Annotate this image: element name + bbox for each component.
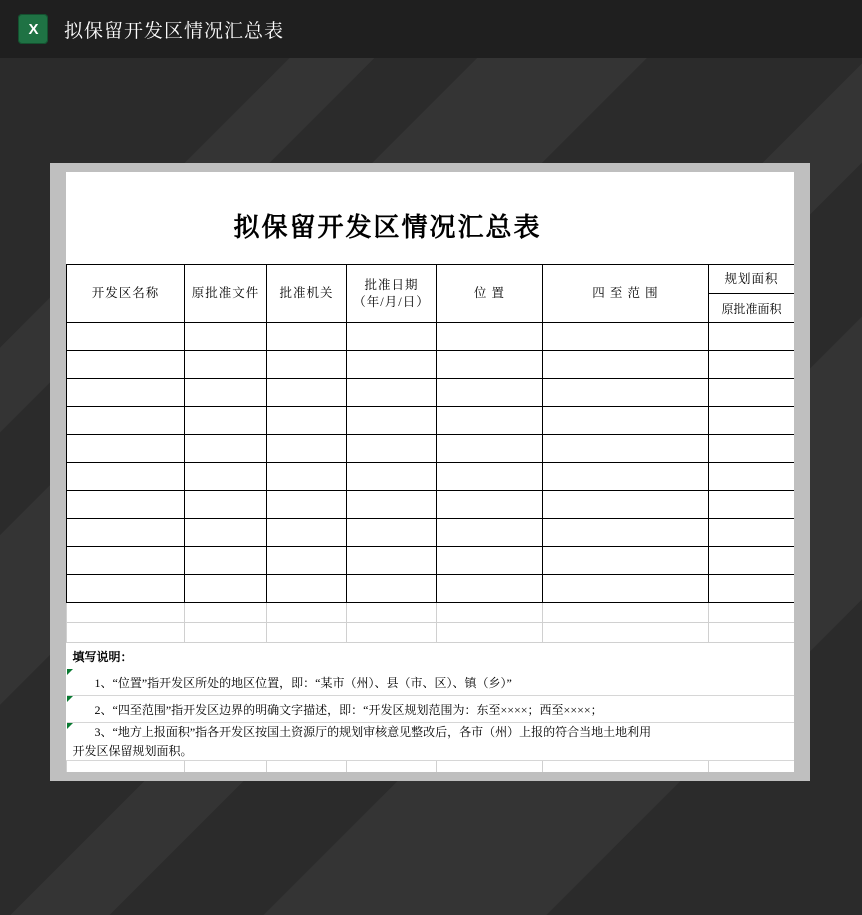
cell[interactable] — [437, 491, 543, 519]
cell[interactable] — [709, 547, 795, 575]
table-row[interactable] — [67, 623, 795, 643]
cell[interactable] — [347, 519, 437, 547]
cell[interactable] — [267, 351, 347, 379]
column-header-plan-area: 规划面积 — [709, 265, 795, 294]
cell[interactable] — [347, 323, 437, 351]
cell[interactable] — [709, 519, 795, 547]
cell[interactable] — [709, 407, 795, 435]
cell[interactable] — [347, 603, 437, 623]
table-row[interactable] — [67, 575, 795, 603]
cell[interactable] — [185, 379, 267, 407]
cell[interactable] — [543, 379, 709, 407]
notes-row[interactable] — [67, 696, 795, 723]
table-row[interactable] — [67, 519, 795, 547]
cell[interactable] — [267, 491, 347, 519]
cell[interactable] — [347, 623, 437, 643]
worksheet-table[interactable] — [66, 172, 794, 772]
note-item-1[interactable]: 1、“位置”指开发区所处的地区位置，即：“某市（州）、县（市、区）、镇（乡）” — [67, 669, 795, 696]
cell[interactable] — [67, 351, 185, 379]
cell[interactable] — [185, 761, 267, 772]
notes-row[interactable] — [67, 669, 795, 696]
notes-heading: 填写说明： — [72, 649, 133, 664]
cell[interactable] — [543, 407, 709, 435]
cell[interactable] — [267, 435, 347, 463]
cell[interactable] — [185, 323, 267, 351]
cell[interactable] — [437, 407, 543, 435]
cell[interactable] — [543, 463, 709, 491]
cell[interactable] — [437, 323, 543, 351]
cell[interactable] — [437, 547, 543, 575]
cell[interactable] — [67, 603, 185, 623]
cell[interactable] — [185, 623, 267, 643]
cell[interactable] — [267, 575, 347, 603]
cell[interactable] — [543, 547, 709, 575]
cell[interactable] — [185, 575, 267, 603]
cell[interactable] — [709, 603, 795, 623]
table-row[interactable] — [67, 761, 795, 772]
cell[interactable] — [267, 623, 347, 643]
cell[interactable] — [347, 463, 437, 491]
table-row[interactable] — [67, 547, 795, 575]
cell[interactable] — [67, 761, 185, 772]
cell[interactable] — [67, 519, 185, 547]
document-title-row — [67, 186, 795, 265]
table-row[interactable] — [67, 435, 795, 463]
note-item-3[interactable] — [67, 723, 795, 761]
cell[interactable] — [185, 463, 267, 491]
cell[interactable] — [709, 575, 795, 603]
cell[interactable] — [709, 463, 795, 491]
table-row[interactable] — [67, 407, 795, 435]
cell[interactable] — [67, 575, 185, 603]
column-header-approver: 批准机关 — [267, 265, 347, 323]
cell[interactable] — [437, 463, 543, 491]
cell[interactable] — [347, 761, 437, 772]
cell[interactable] — [267, 323, 347, 351]
approve-date-line1: 批准日期 — [364, 277, 419, 292]
cell[interactable] — [267, 407, 347, 435]
column-header-boundary: 四 至 范 围 — [543, 265, 709, 323]
cell[interactable] — [347, 575, 437, 603]
sheet-spacer-row — [67, 172, 795, 186]
cell[interactable] — [709, 323, 795, 351]
note-item-3-line1: 3、“地方上报面积”指各开发区按国土资源厅的规划审核意见整改后，各市（州）上报的符合当地土地利用 — [94, 725, 652, 739]
table-row[interactable] — [67, 463, 795, 491]
cell[interactable] — [709, 491, 795, 519]
window-titlebar — [0, 0, 862, 58]
cell[interactable] — [437, 603, 543, 623]
cell[interactable] — [437, 519, 543, 547]
table-row[interactable] — [67, 351, 795, 379]
cell[interactable] — [267, 603, 347, 623]
cell[interactable] — [709, 623, 795, 643]
cell[interactable] — [67, 463, 185, 491]
cell[interactable] — [267, 519, 347, 547]
table-row[interactable] — [67, 491, 795, 519]
cell[interactable] — [185, 491, 267, 519]
cell[interactable] — [347, 547, 437, 575]
cell[interactable] — [267, 379, 347, 407]
cell[interactable] — [347, 435, 437, 463]
note-item-3-line2: 开发区保留规划面积。 — [72, 743, 193, 758]
column-header-approve-date — [347, 265, 437, 323]
cell[interactable] — [185, 547, 267, 575]
cell[interactable] — [709, 379, 795, 407]
spreadsheet-document[interactable] — [66, 172, 794, 772]
cell[interactable] — [709, 761, 795, 772]
cell[interactable] — [543, 323, 709, 351]
cell[interactable] — [267, 761, 347, 772]
cell[interactable] — [67, 379, 185, 407]
cell[interactable] — [437, 435, 543, 463]
table-row[interactable] — [67, 323, 795, 351]
cell[interactable] — [67, 323, 185, 351]
note-item-2[interactable]: 2、“四至范围”指开发区边界的明确文字描述，即：“开发区规划范围为：东至××××；西至××××； — [67, 696, 795, 723]
cell[interactable] — [437, 575, 543, 603]
column-subheader-original-area: 原批准面积 — [709, 294, 795, 323]
cell[interactable] — [543, 761, 709, 772]
cell[interactable] — [543, 435, 709, 463]
cell[interactable] — [67, 407, 185, 435]
column-header-original-doc: 原批准文件 — [185, 265, 267, 323]
approve-date-line2: （年/月/日） — [353, 294, 430, 309]
table-header-row — [67, 265, 795, 294]
excel-file-icon: X — [18, 14, 48, 44]
cell[interactable] — [543, 351, 709, 379]
cell[interactable] — [347, 407, 437, 435]
cell[interactable] — [267, 547, 347, 575]
cell[interactable] — [543, 575, 709, 603]
cell[interactable] — [185, 407, 267, 435]
cell[interactable] — [437, 351, 543, 379]
cell[interactable] — [67, 547, 185, 575]
notes-heading-row — [67, 643, 795, 670]
cell[interactable] — [709, 351, 795, 379]
cell[interactable] — [709, 435, 795, 463]
cell[interactable] — [543, 519, 709, 547]
cell[interactable] — [543, 491, 709, 519]
cell[interactable] — [543, 603, 709, 623]
cell[interactable] — [185, 603, 267, 623]
cell[interactable] — [185, 435, 267, 463]
cell[interactable] — [437, 623, 543, 643]
cell[interactable] — [67, 491, 185, 519]
cell[interactable] — [67, 435, 185, 463]
notes-row[interactable] — [67, 723, 795, 761]
table-row[interactable] — [67, 603, 795, 623]
table-row[interactable] — [67, 379, 795, 407]
cell[interactable] — [543, 623, 709, 643]
column-header-location: 位 置 — [437, 265, 543, 323]
cell[interactable] — [267, 463, 347, 491]
cell[interactable] — [347, 379, 437, 407]
document-title: 拟保留开发区情况汇总表 — [233, 212, 542, 242]
cell[interactable] — [67, 623, 185, 643]
cell[interactable] — [185, 519, 267, 547]
cell[interactable] — [185, 351, 267, 379]
cell[interactable] — [347, 351, 437, 379]
cell[interactable] — [437, 379, 543, 407]
cell[interactable] — [437, 761, 543, 772]
window-title: 拟保留开发区情况汇总表 — [64, 20, 285, 42]
cell[interactable] — [347, 491, 437, 519]
column-header-name: 开发区名称 — [67, 265, 185, 323]
